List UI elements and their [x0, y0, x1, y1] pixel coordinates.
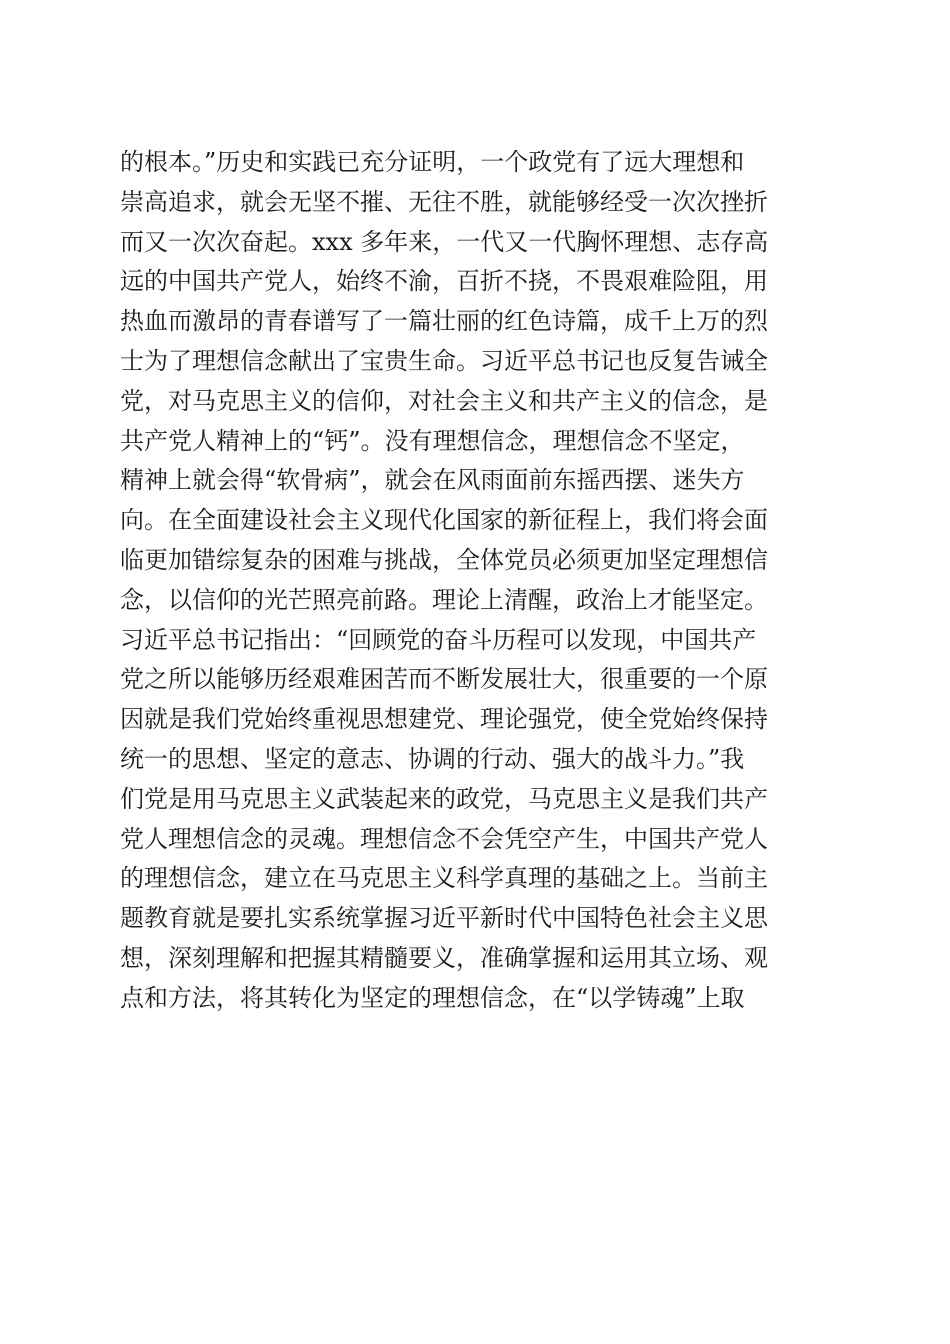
text-line: 念，以信仰的光芒照亮前路。理论上清醒，政治上才能坚定。 [120, 585, 768, 614]
text-line: 党，对马克思主义的信仰，对社会主义和共产主义的信念，是 [120, 386, 768, 415]
text-line: 党人理想信念的灵魂。理想信念不会凭空产生，中国共产党人 [120, 824, 768, 853]
text-line: 的理想信念，建立在马克思主义科学真理的基础之上。当前主 [120, 864, 768, 893]
text-line: 而又一次次奋起。xxx 多年来，一代又一代胸怀理想、志存高 [120, 227, 769, 256]
text-line: 远的中国共产党人，始终不渝，百折不挠，不畏艰难险阻，用 [120, 267, 768, 296]
text-line: 习近平总书记指出：“回顾党的奋斗历程可以发现，中国共产 [120, 625, 757, 654]
text-line: 们党是用马克思主义武装起来的政党，马克思主义是我们共产 [120, 784, 768, 813]
text-line: 精神上就会得“软骨病”，就会在风雨面前东摇西摆、迷失方 [120, 466, 745, 495]
text-line: 统一的思想、坚定的意志、协调的行动、强大的战斗力。”我 [120, 744, 745, 773]
text-line: 热血而激昂的青春谱写了一篇壮丽的红色诗篇，成千上万的烈 [120, 307, 768, 336]
text-line: 的根本。”历史和实践已充分证明，一个政党有了远大理想和 [120, 148, 745, 176]
text-line: 共产党人精神上的“钙”。没有理想信念，理想信念不坚定， [120, 426, 745, 455]
text-line: 临更加错综复杂的困难与挑战，全体党员必须更加坚定理想信 [120, 545, 768, 574]
text-line: 党之所以能够历经艰难困苦而不断发展壮大，很重要的一个原 [120, 665, 768, 694]
text-line: 向。在全面建设社会主义现代化国家的新征程上，我们将会面 [120, 506, 768, 535]
text-line: 点和方法，将其转化为坚定的理想信念，在“以学铸魂”上取 [120, 983, 745, 1012]
text-line: 士为了理想信念献出了宝贵生命。习近平总书记也反复告诫全 [120, 346, 768, 375]
text-line: 崇高追求，就会无坚不摧、无往不胜，就能够经受一次次挫折 [120, 187, 768, 216]
text-line: 因就是我们党始终重视思想建党、理论强党，使全党始终保持 [120, 705, 768, 734]
text-line: 题教育就是要扎实系统掌握习近平新时代中国特色社会主义思 [120, 904, 768, 933]
body-text [120, 143, 840, 1019]
text-line: 想，深刻理解和把握其精髓要义，准确掌握和运用其立场、观 [120, 943, 768, 972]
